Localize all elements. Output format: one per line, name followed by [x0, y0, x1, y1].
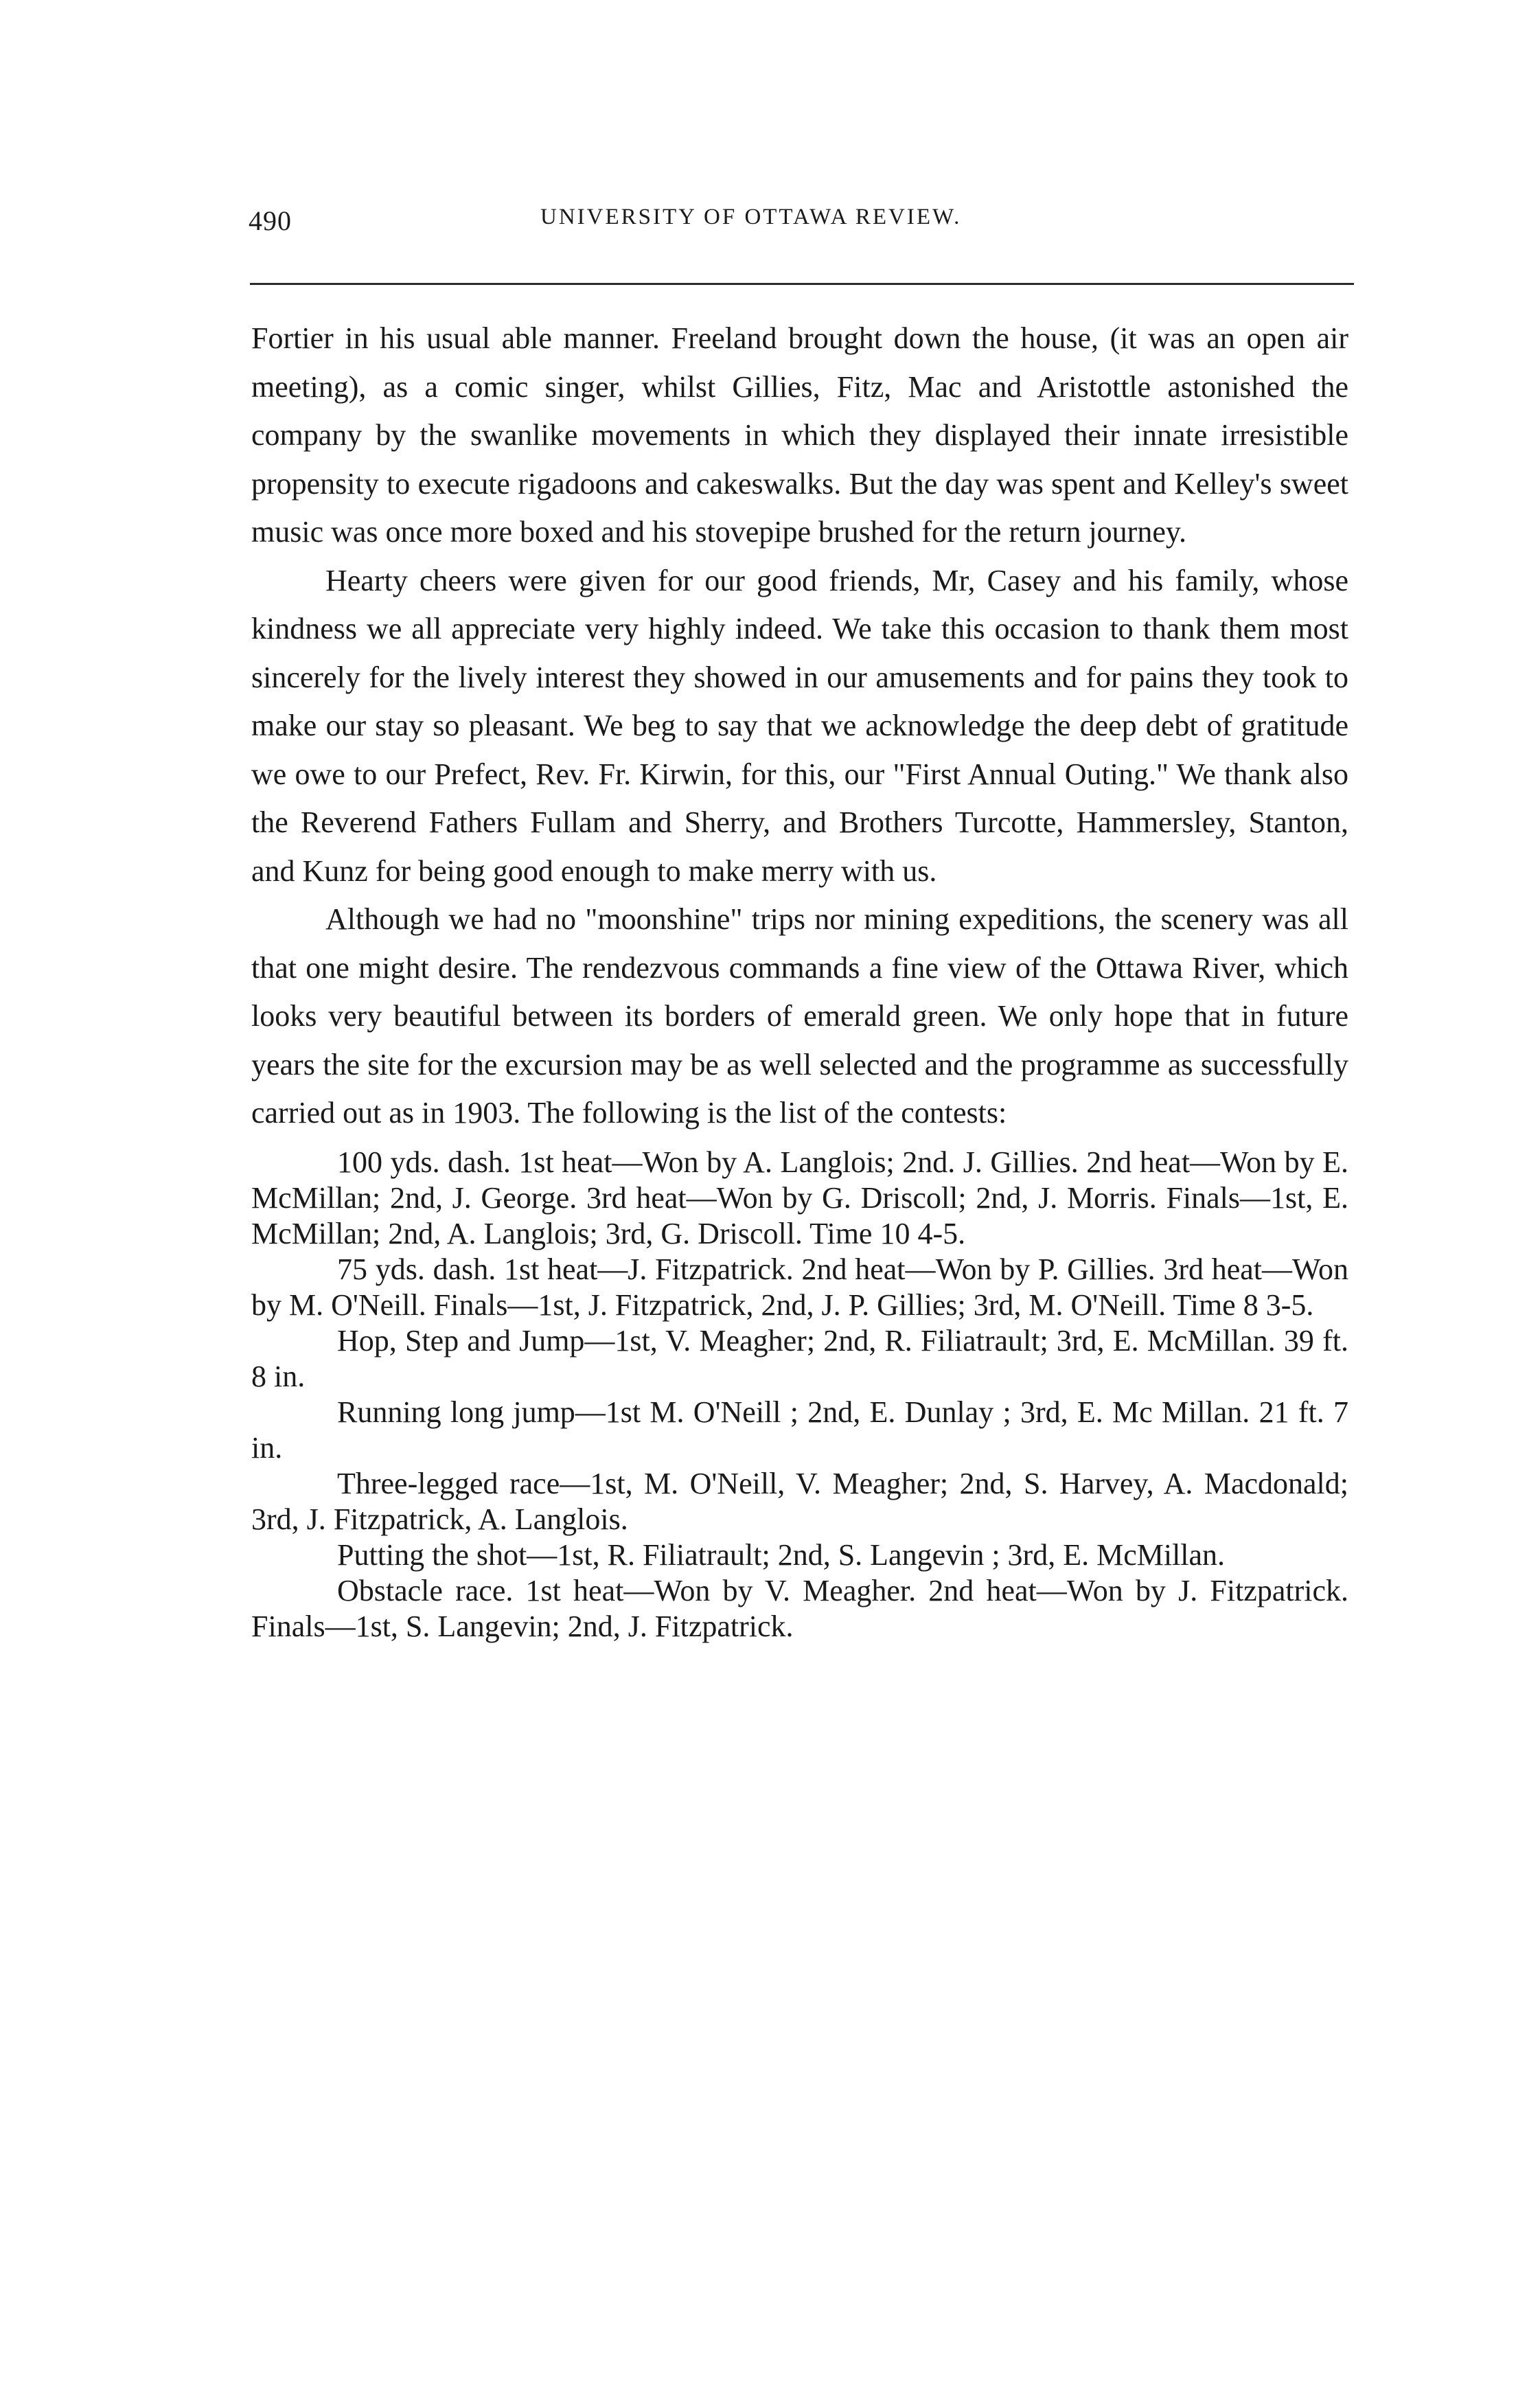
page-number: 490	[249, 205, 292, 236]
result-item: 100 yds. dash. 1st heat—Won by A. Langlois; 2nd. J. Gillies. 2nd heat—Won by E. McMillan; 2nd, J. George. 3rd heat—Won by G. Driscoll; 2nd, J. Morris. Finals—1st, E. McMillan; 2nd, A. Langlois; 3rd, G. Driscoll. Time 10 4-5.	[251, 1145, 1348, 1250]
result-item: Putting the shot—1st, R. Filiatrault; 2nd, S. Langevin ; 3rd, E. McMillan.	[337, 1537, 1226, 1572]
paragraph: Although we had no "moonshine" trips nor mining expeditions, the scenery was all that one might desire. The rendezvous commands a fine view of the Ottawa River, which looks very beautiful between its borders of emerald green. We only hope that in future years the site for the excursion may be as well selected and the programme as successfully carried out as in 1903. The following is the list of the contests:	[251, 902, 1348, 1130]
contest-results	[251, 1145, 1348, 1645]
result-item: 75 yds. dash. 1st heat—J. Fitzpatrick. 2nd heat—Won by P. Gillies. 3rd heat—Won by M. O'Neill. Finals—1st, J. Fitzpatrick, 2nd, J. P. Gillies; 3rd, M. O'Neill. Time 8 3-5.	[251, 1252, 1348, 1322]
paragraph: Hearty cheers were given for our good friends, Mr, Casey and his family, whose kindness we all appreciate very highly indeed. We take this occasion to thank them most sincerely for the lively interest they showed in our amusements and for pains they took to make our stay so pleasant. We beg to say that we acknowledge the deep debt of gratitude we owe to our Prefect, Rev. Fr. Kirwin, for this, our "First Annual Outing." We thank also the Reverend Fathers Fullam and Sherry, and Brothers Turcotte, Hammersley, Stanton, and Kunz for being good enough to make merry with us.	[251, 563, 1348, 888]
journal-title: UNIVERSITY OF OTTAWA REVIEW.	[540, 205, 962, 229]
paragraph: Fortier in his usual able manner. Freeland brought down the house, (it was an open air meeting), as a comic singer, whilst Gillies, Fitz, Mac and Aristottle astonished the company by the swanlike movements in which they displayed their innate irresistible propensity to execute rigadoons and cakeswalks. But the day was spent and Kelley's sweet music was once more boxed and his stovepipe brushed for the return journey.	[251, 321, 1348, 549]
article-body	[251, 314, 1348, 1645]
running-head	[249, 205, 1347, 246]
result-item: Running long jump—1st M. O'Neill ; 2nd, E. Dunlay ; 3rd, E. Mc Millan. 21 ft. 7 in.	[251, 1395, 1348, 1465]
result-item: Obstacle race. 1st heat—Won by V. Meagher. 2nd heat—Won by J. Fitzpatrick. Finals—1st, S. Langevin; 2nd, J. Fitzpatrick.	[251, 1573, 1348, 1643]
result-item: Hop, Step and Jump—1st, V. Meagher; 2nd, R. Filiatrault; 3rd, E. McMillan. 39 ft. 8 in.	[251, 1323, 1348, 1393]
result-item: Three-legged race—1st, M. O'Neill, V. Meagher; 2nd, S. Harvey, A. Macdonald; 3rd, J. Fitzpatrick, A. Langlois.	[251, 1466, 1348, 1536]
header-rule	[250, 283, 1354, 285]
